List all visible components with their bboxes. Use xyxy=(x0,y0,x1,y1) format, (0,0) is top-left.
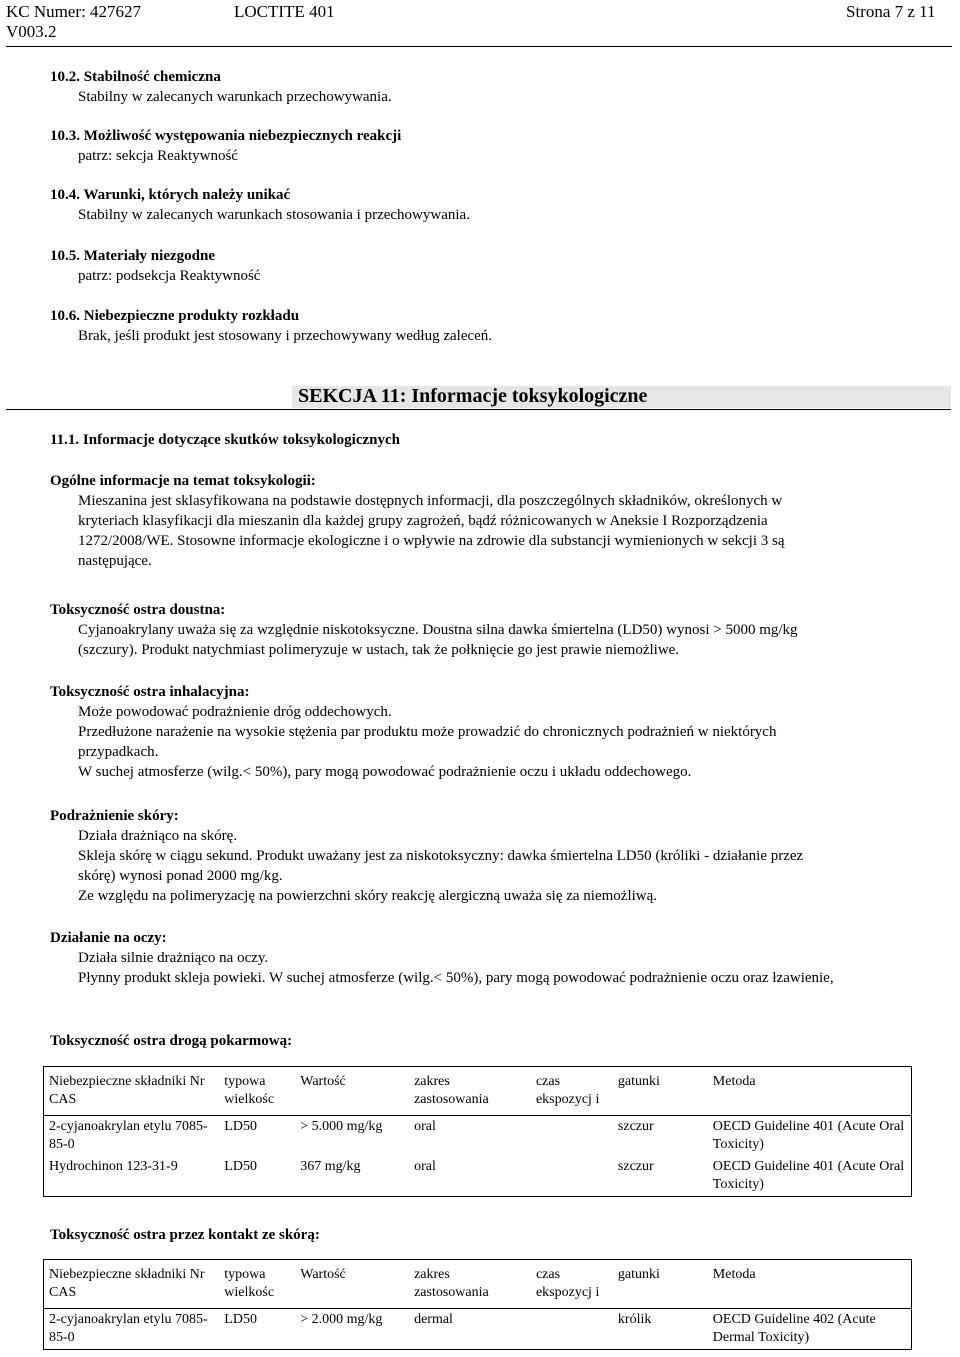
sec-title: 10.2. Stabilność chemiczna xyxy=(50,69,221,85)
para-heading: Ogólne informacje na temat toksykologii: xyxy=(50,473,316,489)
sec-body: patrz: sekcja Reaktywność xyxy=(78,148,238,164)
table-header-row xyxy=(44,1260,912,1309)
sec-title: 10.4. Warunki, których należy unikać xyxy=(50,187,291,203)
col-header: zakres zastosowania xyxy=(414,1267,489,1300)
para-line: (szczury). Produkt natychmiast polimeryzuje w ustach, tak że połknięcie go jest prawie niemożliwe. xyxy=(78,642,680,658)
cell: dermal xyxy=(414,1312,453,1327)
sec-body: patrz: podsekcja Reaktywność xyxy=(78,268,261,284)
para-line: W suchej atmosferze (wilg.< 50%), pary mogą powodować podrażnienie oczu i układu oddechowego. xyxy=(78,764,692,780)
table-row xyxy=(44,1116,912,1157)
sec-10-5 xyxy=(50,246,930,286)
col-header: typowa wielkośc xyxy=(224,1074,275,1107)
general-info xyxy=(50,471,930,571)
page-number: Strona 7 z 11 xyxy=(846,2,936,21)
sec-body: Stabilny w zalecanych warunkach przechowywania. xyxy=(78,89,392,105)
para-line: następujące. xyxy=(78,553,152,569)
skin-table-heading: Toksyczność ostra przez kontakt ze skórą: xyxy=(50,1227,320,1243)
cell: OECD Guideline 401 (Acute Oral Toxicity) xyxy=(712,1119,905,1152)
sec-body: Stabilny w zalecanych warunkach stosowania i przechowywania. xyxy=(78,207,470,223)
page-header xyxy=(6,0,952,47)
sec-10-3 xyxy=(50,126,930,166)
cell: LD50 xyxy=(224,1159,257,1174)
cell: Hydrochinon 123-31-9 xyxy=(49,1159,178,1174)
cell: > 2.000 mg/kg xyxy=(300,1312,383,1327)
para-heading: Toksyczność ostra inhalacyjna: xyxy=(50,684,250,700)
col-header: typowa wielkośc xyxy=(224,1267,275,1300)
para-line: Mieszanina jest sklasyfikowana na podstawie dostępnych informacji, dla poszczególnych składników, określonych w xyxy=(78,493,783,509)
col-header: Wartość xyxy=(300,1074,346,1089)
oral-table-heading: Toksyczność ostra drogą pokarmową: xyxy=(50,1033,293,1049)
para-line: Skleja skórę w ciągu sekund. Produkt uważany jest za niskotoksyczny: dawka śmiertelna LD50 (króliki - działanie przez xyxy=(78,848,804,864)
sec-10-4 xyxy=(50,185,930,225)
sec-10-2 xyxy=(50,67,930,107)
cell: szczur xyxy=(617,1119,654,1134)
cell: oral xyxy=(414,1119,436,1134)
cell xyxy=(531,1309,613,1350)
table-row xyxy=(44,1156,912,1197)
sec-title: 10.3. Możliwość występowania niebezpiecznych reakcji xyxy=(50,128,402,144)
para-line: 1272/2008/WE. Stosowne informacje ekologiczne i o wpływie na zdrowie dla substancji wymienionych w sekcji 3 są xyxy=(78,533,785,549)
col-header: gatunki xyxy=(617,1074,660,1089)
cell xyxy=(531,1116,613,1157)
sec-title: 10.5. Materiały niezgodne xyxy=(50,248,215,264)
para-line: Płynny produkt skleja powieki. W suchej atmosferze (wilg.< 50%), pary mogą powodować podrażnienie oczu oraz łzawienie, xyxy=(78,970,834,986)
dermal-toxicity-table xyxy=(43,1259,912,1350)
para-line: kryteriach klasyfikacji dla mieszanin dla każdej grupy zagrożeń, bądź różnicowanych w Aneksie I Rozporządzenia xyxy=(78,513,768,529)
para-line: Może powodować podrażnienie dróg oddechowych. xyxy=(78,704,392,720)
para-heading: Podrażnienie skóry: xyxy=(50,808,179,824)
col-header: zakres zastosowania xyxy=(414,1074,489,1107)
para-line: przypadkach. xyxy=(78,744,159,760)
cell: LD50 xyxy=(224,1312,257,1327)
skin-irritation xyxy=(50,806,930,906)
cell xyxy=(531,1156,613,1197)
col-header: Metoda xyxy=(712,1267,756,1282)
col-header: Niebezpieczne składniki Nr CAS xyxy=(49,1074,205,1107)
eye-effects xyxy=(50,928,930,988)
kc-number: KC Numer: 427627 xyxy=(6,2,142,21)
para-line: Działa drażniąco na skórę. xyxy=(78,828,238,844)
cell: królik xyxy=(617,1312,652,1327)
oral-toxicity-table xyxy=(43,1066,912,1197)
inhal-toxicity xyxy=(50,682,930,782)
col-header: czas ekspozycj i xyxy=(535,1074,600,1107)
para-line: Przedłużone narażenie na wysokie stężenia par produktu może prowadzić do chronicznych podrażnień w niektórych xyxy=(78,724,777,740)
cell: szczur xyxy=(617,1159,654,1174)
table-header-row xyxy=(44,1067,912,1116)
version: V003.2 xyxy=(6,22,57,41)
cell: LD50 xyxy=(224,1119,257,1134)
col-header: Metoda xyxy=(712,1074,756,1089)
col-header: Niebezpieczne składniki Nr CAS xyxy=(49,1267,205,1300)
cell: > 5.000 mg/kg xyxy=(300,1119,383,1134)
col-header: czas ekspozycj i xyxy=(535,1267,600,1300)
table-row xyxy=(44,1309,912,1350)
col-header: Wartość xyxy=(300,1267,346,1282)
oral-toxicity xyxy=(50,600,930,660)
sec-10-6 xyxy=(50,306,930,346)
cell: 367 mg/kg xyxy=(300,1159,361,1174)
para-line: skórę) wynosi ponad 2000 mg/kg. xyxy=(78,868,283,884)
para-heading: Działanie na oczy: xyxy=(50,930,167,946)
cell: 2-cyjanoakrylan etylu 7085-85-0 xyxy=(49,1312,208,1345)
para-heading: Toksyczność ostra doustna: xyxy=(50,602,226,618)
product-name: LOCTITE 401 xyxy=(234,2,335,21)
cell: 2-cyjanoakrylan etylu 7085-85-0 xyxy=(49,1119,208,1152)
section-title: SEKCJA 11: Informacje toksykologiczne xyxy=(298,385,648,407)
cell: OECD Guideline 401 (Acute Oral Toxicity) xyxy=(712,1159,905,1192)
sec-title: 10.6. Niebezpieczne produkty rozkładu xyxy=(50,308,300,324)
col-header: gatunki xyxy=(617,1267,660,1282)
cell: OECD Guideline 402 (Acute Dermal Toxicity) xyxy=(712,1312,876,1345)
para-line: Działa silnie drażniąco na oczy. xyxy=(78,950,269,966)
para-line: Ze względu na polimeryzację na powierzchni skóry reakcję alergiczną uważa się za niemożliwą. xyxy=(78,888,658,904)
subsection-11-1: 11.1. Informacje dotyczące skutków toksykologicznych xyxy=(50,432,400,448)
section-11-header xyxy=(6,381,951,410)
cell: oral xyxy=(414,1159,436,1174)
para-line: Cyjanoakrylany uważa się za względnie niskotoksyczne. Doustna silna dawka śmiertelna (LD50) wynosi > 5000 mg/kg xyxy=(78,622,798,638)
sec-body: Brak, jeśli produkt jest stosowany i przechowywany według zaleceń. xyxy=(78,328,493,344)
